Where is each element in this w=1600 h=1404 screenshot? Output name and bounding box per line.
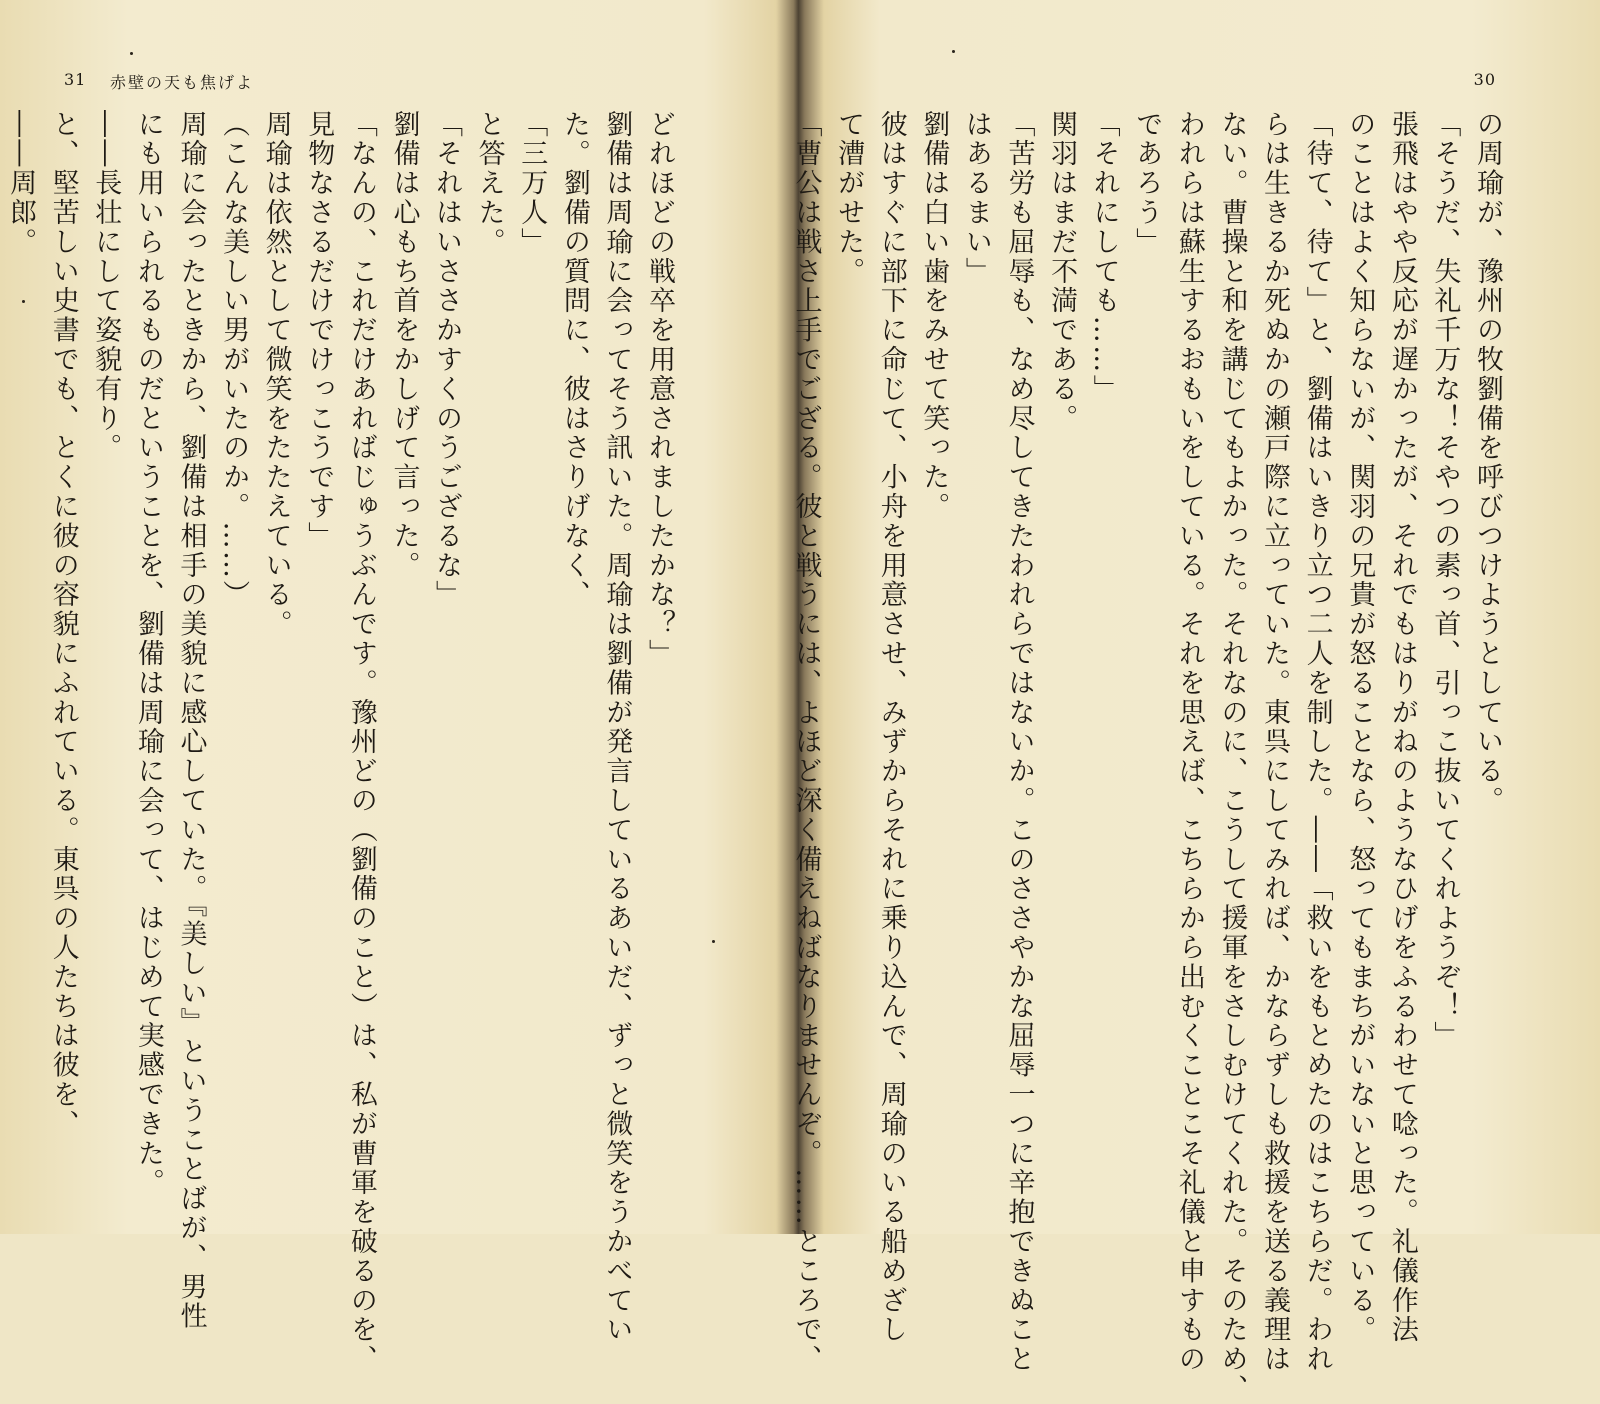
text-line: 張飛はやや反応が遅かったが、それでもはりがねのようなひげをふるわせて唸った。礼儀作法 bbox=[1386, 110, 1418, 1345]
text-line: 周瑜は依然として微笑をたたえている。 bbox=[260, 110, 292, 640]
text-line: 「曹公は戦さ上手でござる。彼と戦うには、よほど深く備えねばなりませんぞ。……ところで、 bbox=[790, 110, 822, 1375]
text-line: 「待て、待て」と、劉備はいきり立つ二人を制した。――「救いをもとめたのはこちらだ。われ bbox=[1301, 110, 1333, 1375]
text-line: ――長壮にして姿貌有り。 bbox=[90, 110, 122, 463]
text-line: と答えた。 bbox=[473, 110, 505, 257]
text-line: ない。曹操と和を講じてもよかった。それなのに、こうして援軍をさしむけてくれた。そのため、 bbox=[1216, 110, 1248, 1404]
paper-speck bbox=[130, 52, 133, 55]
page-number: 30 bbox=[1473, 70, 1496, 89]
text-line: 彼はすぐに部下に命じて、小舟を用意させ、みずからそれに乗り込んで、周瑜のいる船めざし bbox=[875, 110, 907, 1345]
text-line: 関羽はまだ不満である。 bbox=[1046, 110, 1078, 434]
text-line: 「そうだ、失礼千万な！そやつの素っ首、引っこ抜いてくれようぞ！」 bbox=[1429, 110, 1461, 1051]
text-line: て漕がせた。 bbox=[833, 110, 865, 287]
text-line: 「苦労も屈辱も、なめ尽してきたわれらではないか。このささやかな屈辱一つに辛抱できぬこと bbox=[1003, 110, 1035, 1375]
left-page bbox=[0, 0, 790, 1375]
paper-speck bbox=[712, 940, 715, 943]
text-line: ――周郎。 bbox=[5, 110, 37, 257]
right-page bbox=[790, 0, 1600, 1404]
text-line: た。劉備の質問に、彼はさりげなく、 bbox=[558, 110, 590, 610]
text-line: 周瑜に会ったときから、劉備は相手の美貌に感心していた。『美しい』ということばが、男性 bbox=[175, 110, 207, 1332]
text-line: 「なんの、これだけあればじゅうぶんです。豫州どの（劉備のこと）は、私が曹軍を破るのを、 bbox=[345, 110, 377, 1375]
text-line: われらは蘇生するおもいをしている。それを思えば、こちらから出むくことこそ礼儀と申すもの bbox=[1173, 110, 1205, 1375]
text-line: 「三万人」 bbox=[516, 110, 548, 257]
text-line: 劉備は心もち首をかしげて言った。 bbox=[388, 110, 420, 581]
text-line: 「それにしても……」 bbox=[1088, 110, 1120, 404]
paper-speck bbox=[22, 300, 25, 303]
text-line: にも用いられるものだということを、劉備は周瑜に会って、はじめて実感できた。 bbox=[132, 110, 164, 1198]
text-line: の周瑜が、豫州の牧劉備を呼びつけようとしている。 bbox=[1472, 110, 1503, 816]
text-line: 劉備は白い歯をみせて笑った。 bbox=[918, 110, 950, 522]
body-text bbox=[5, 110, 680, 1375]
text-line: のことはよく知らないが、関羽の兄貴が怒ることなら、怒ってもまちがいないと思っている。 bbox=[1344, 110, 1376, 1345]
running-head: 赤壁の天も焦げよ bbox=[110, 73, 255, 92]
text-line: （こんな美しい男がいたのか。……） bbox=[218, 110, 250, 610]
text-line: 「それはいささかすくのうござるな」 bbox=[431, 110, 463, 610]
text-line: 見物なさるだけでけっこうです」 bbox=[303, 110, 335, 551]
text-line: であろう」 bbox=[1131, 110, 1163, 257]
paper-speck bbox=[952, 50, 955, 53]
text-line: らは生きるか死ぬかの瀬戸際に立っていた。東呉にしてみれば、かならずしも救援を送る義理は bbox=[1259, 110, 1291, 1375]
text-line: はあるまい」 bbox=[960, 110, 992, 287]
page-number: 31 bbox=[64, 70, 87, 89]
text-line: どれほどの戦卒を用意されましたかな？」 bbox=[644, 110, 675, 669]
text-line: 劉備は周瑜に会ってそう訊いた。周瑜は劉備が発言しているあいだ、ずっと微笑をうかべてい bbox=[601, 110, 633, 1345]
text-line: と、堅苦しい史書でも、とくに彼の容貌にふれている。東呉の人たちは彼を、 bbox=[47, 110, 79, 1139]
body-text bbox=[790, 110, 1508, 1404]
